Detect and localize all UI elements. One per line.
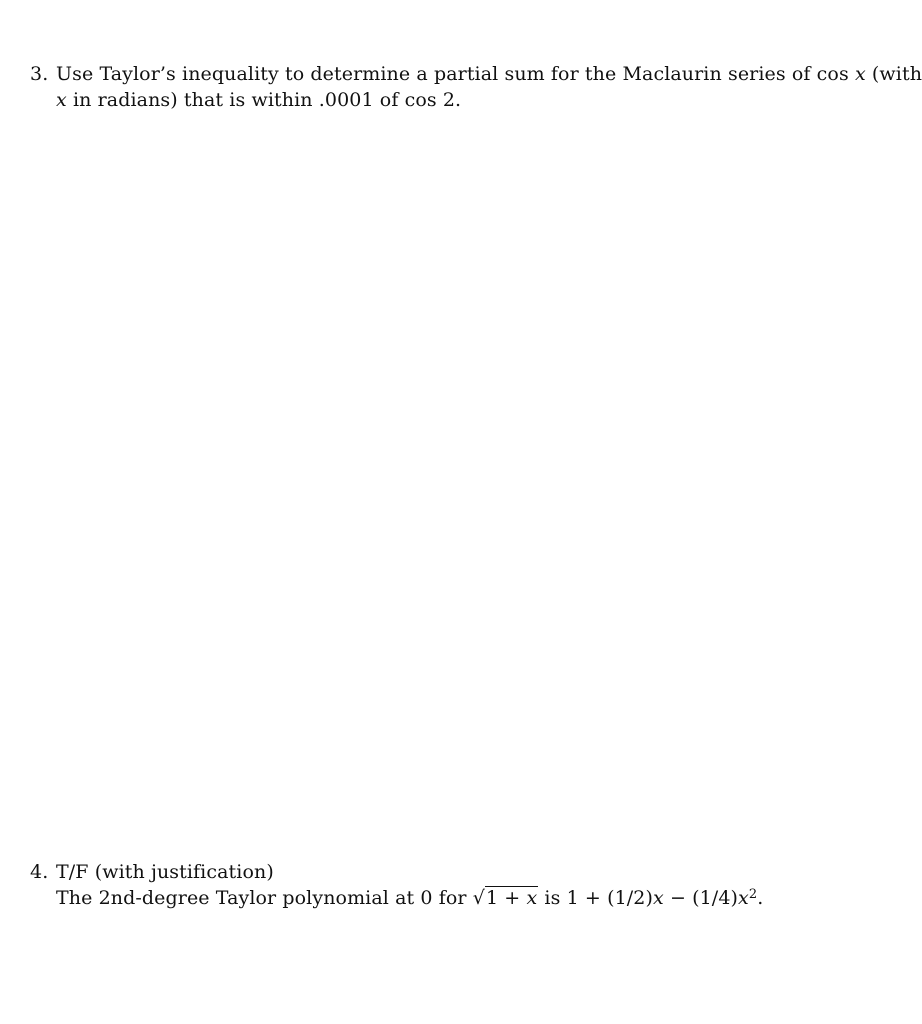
radicand-text: 1 +	[485, 887, 527, 909]
problem-3-variable-x: x	[854, 63, 866, 85]
problem-4-number: 4.	[30, 861, 49, 883]
problem-3-variable-x-2: x	[56, 89, 67, 111]
problem-3-text-b: (with	[865, 63, 922, 85]
problem-4-text-a: The 2nd-degree Taylor polynomial at 0 for	[56, 887, 473, 909]
problem-4-heading: T/F (with justification)	[56, 861, 274, 883]
radicand	[485, 886, 538, 909]
problem-4	[30, 859, 840, 911]
problem-4-line-1	[30, 859, 840, 885]
problem-4-line-2	[30, 885, 840, 911]
problem-4-exponent: 2	[748, 887, 758, 902]
problem-4-text-c: − (1/4)	[663, 887, 739, 909]
radicand-variable-x: x	[526, 887, 538, 909]
problem-3-text-a: Use Taylor’s inequality to determine a partial sum for the Maclaurin series of cos	[56, 63, 855, 85]
problem-4-text-d: .	[757, 887, 764, 909]
problem-3-text-c: in radians) that is within .0001 of cos 2.	[66, 89, 462, 111]
problem-4-variable-x-1: x	[652, 887, 664, 909]
problem-3-line-1	[30, 61, 922, 87]
problem-3-number: 3.	[30, 63, 49, 85]
square-root-sign: √	[472, 887, 485, 909]
problem-3	[30, 61, 922, 113]
square-root-expression	[473, 885, 539, 911]
problem-3-line-2	[30, 87, 840, 113]
problem-4-variable-x-2: x	[738, 887, 749, 909]
problem-4-text-b: is 1 + (1/2)	[538, 887, 653, 909]
